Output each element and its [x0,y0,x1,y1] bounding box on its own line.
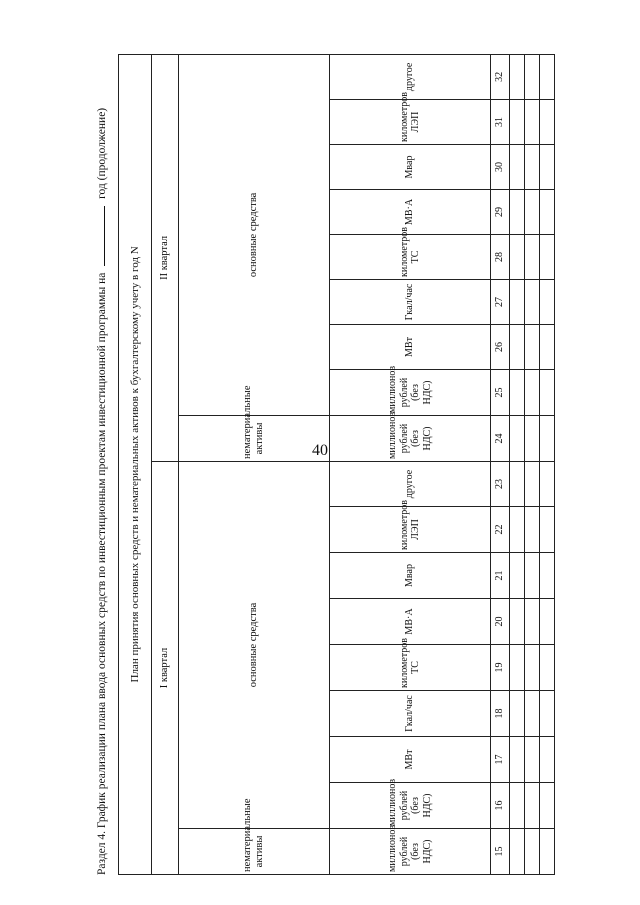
unit-header-32: другое [330,54,491,99]
empty-cell [540,553,555,599]
unit-header-17: МВт [330,737,491,783]
main-header-cell: План принятия основных средств и нематериальных активов к бухгалтерскому учету в год N [119,54,152,874]
empty-cell [540,416,555,462]
heading-text: Раздел 4. График реализации плана ввода основных средств по инвестиционным проектам инвестиционной программы на [96,272,108,875]
empty-cell [540,829,555,875]
empty-cell [510,235,525,280]
unit-header-20: МВ·А [330,599,491,645]
column-number: 27 [491,280,510,325]
empty-cell [525,235,540,280]
empty-cell [510,645,525,691]
unit-header-29: МВ·А [330,190,491,235]
column-number: 24 [491,416,510,462]
page-number: 40 [312,442,328,459]
empty-cell [510,507,525,553]
column-number: 19 [491,645,510,691]
column-number: 26 [491,325,510,370]
empty-cell [510,54,525,99]
unit-header-31: километров ЛЭП [330,100,491,145]
empty-cell [525,325,540,370]
quarter-2-header: II квартал [152,54,179,461]
q2-intangible-header: нематериальные активы [179,416,330,462]
column-number: 21 [491,553,510,599]
unit-header-25: миллионов рублей (без НДС) [330,370,491,416]
empty-cell [525,783,540,829]
unit-header-19: километров ТС [330,645,491,691]
empty-cell [510,100,525,145]
unit-header-18: Гкал/час [330,691,491,737]
column-number: 29 [491,190,510,235]
asset-plan-table [118,54,555,875]
column-number: 30 [491,145,510,190]
empty-cell [540,325,555,370]
empty-cell [510,553,525,599]
empty-cell [540,280,555,325]
empty-cell [525,190,540,235]
empty-cell [540,462,555,507]
empty-cell [525,829,540,875]
column-number: 17 [491,737,510,783]
empty-cell [540,783,555,829]
empty-cell [540,145,555,190]
empty-cell [525,462,540,507]
empty-cell [540,645,555,691]
unit-header-22: километров ЛЭП [330,507,491,553]
heading-suffix: год (продолжение) [96,107,108,199]
empty-cell [525,599,540,645]
empty-cell [510,325,525,370]
empty-cell [510,190,525,235]
unit-header-30: Мвар [330,145,491,190]
empty-cell [540,100,555,145]
empty-cell [510,416,525,462]
empty-cell [540,691,555,737]
column-number: 28 [491,235,510,280]
empty-cell [525,54,540,99]
empty-cell [510,145,525,190]
unit-header-21: Мвар [330,553,491,599]
empty-cell [525,737,540,783]
quarter-1-header: I квартал [152,462,179,875]
empty-cell [510,370,525,416]
empty-cell [540,737,555,783]
column-number: 15 [491,829,510,875]
unit-header-24: миллионов рублей (без НДС) [330,416,491,462]
q2-fixed-header: основные средства [179,54,330,415]
empty-cell [525,553,540,599]
column-number: 23 [491,462,510,507]
column-number: 31 [491,100,510,145]
empty-cell [525,645,540,691]
empty-cell [540,235,555,280]
unit-header-16: миллионов рублей (без НДС) [330,783,491,829]
empty-cell [510,783,525,829]
empty-row [525,54,540,874]
empty-cell [510,691,525,737]
empty-cell [525,370,540,416]
empty-cell [525,691,540,737]
q1-intangible-header: нематериальные активы [179,829,330,875]
column-number: 20 [491,599,510,645]
q1-fixed-header: основные средства [179,462,330,829]
empty-cell [510,737,525,783]
column-number: 22 [491,507,510,553]
empty-cell [540,370,555,416]
unit-header-23: другое [330,462,491,507]
empty-cell [540,599,555,645]
column-number: 18 [491,691,510,737]
empty-cell [525,416,540,462]
unit-header-15: миллионов рублей (без НДС) [330,829,491,875]
section-heading [96,55,108,875]
empty-cell [510,280,525,325]
unit-header-28: километров ТС [330,235,491,280]
column-number: 25 [491,370,510,416]
empty-row [540,54,555,874]
empty-cell [525,507,540,553]
empty-cell [525,280,540,325]
empty-row [510,54,525,874]
empty-cell [540,54,555,99]
unit-header-27: Гкал/час [330,280,491,325]
empty-cell [525,100,540,145]
empty-cell [510,462,525,507]
unit-header-26: МВт [330,325,491,370]
rotated-page-content [90,55,630,875]
column-number: 16 [491,783,510,829]
year-blank-line [104,206,105,266]
empty-cell [510,599,525,645]
empty-cell [540,507,555,553]
empty-cell [510,829,525,875]
empty-cell [540,190,555,235]
empty-cell [525,145,540,190]
column-number: 32 [491,54,510,99]
